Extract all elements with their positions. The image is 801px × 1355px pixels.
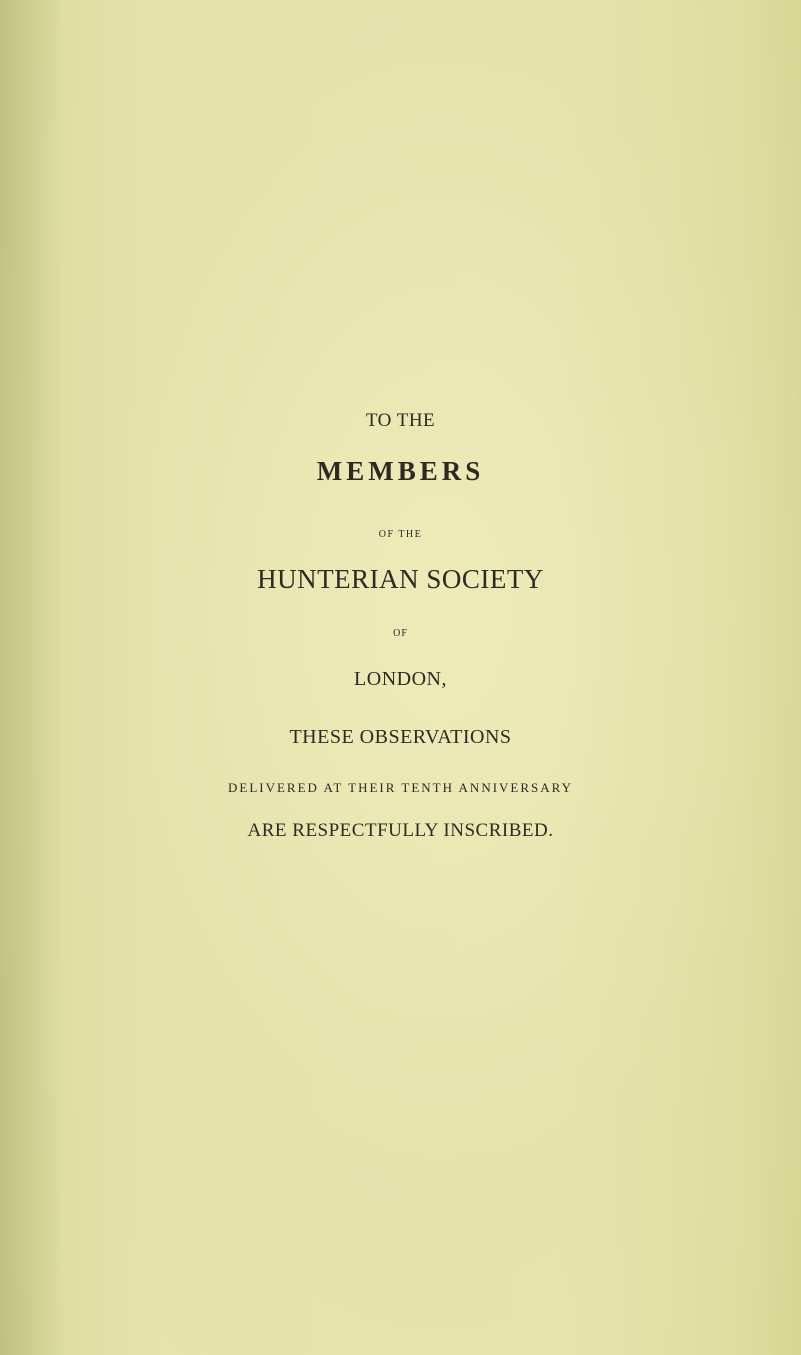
dedication-members: MEMBERS bbox=[316, 456, 485, 486]
dedication-observations: THESE OBSERVATIONS bbox=[289, 726, 512, 748]
dedication-to-the: TO THE bbox=[365, 410, 436, 431]
dedication-of-the: OF THE bbox=[378, 529, 423, 540]
dedication-inscribed: ARE RESPECTFULLY INSCRIBED. bbox=[247, 820, 554, 841]
dedication-city: LONDON, bbox=[354, 668, 447, 690]
dedication-delivered: DELIVERED AT THEIR TENTH ANNIVERSARY bbox=[228, 780, 573, 795]
dedication-of: OF bbox=[393, 628, 408, 639]
dedication-society-name: HUNTERIAN SOCIETY bbox=[257, 564, 544, 594]
